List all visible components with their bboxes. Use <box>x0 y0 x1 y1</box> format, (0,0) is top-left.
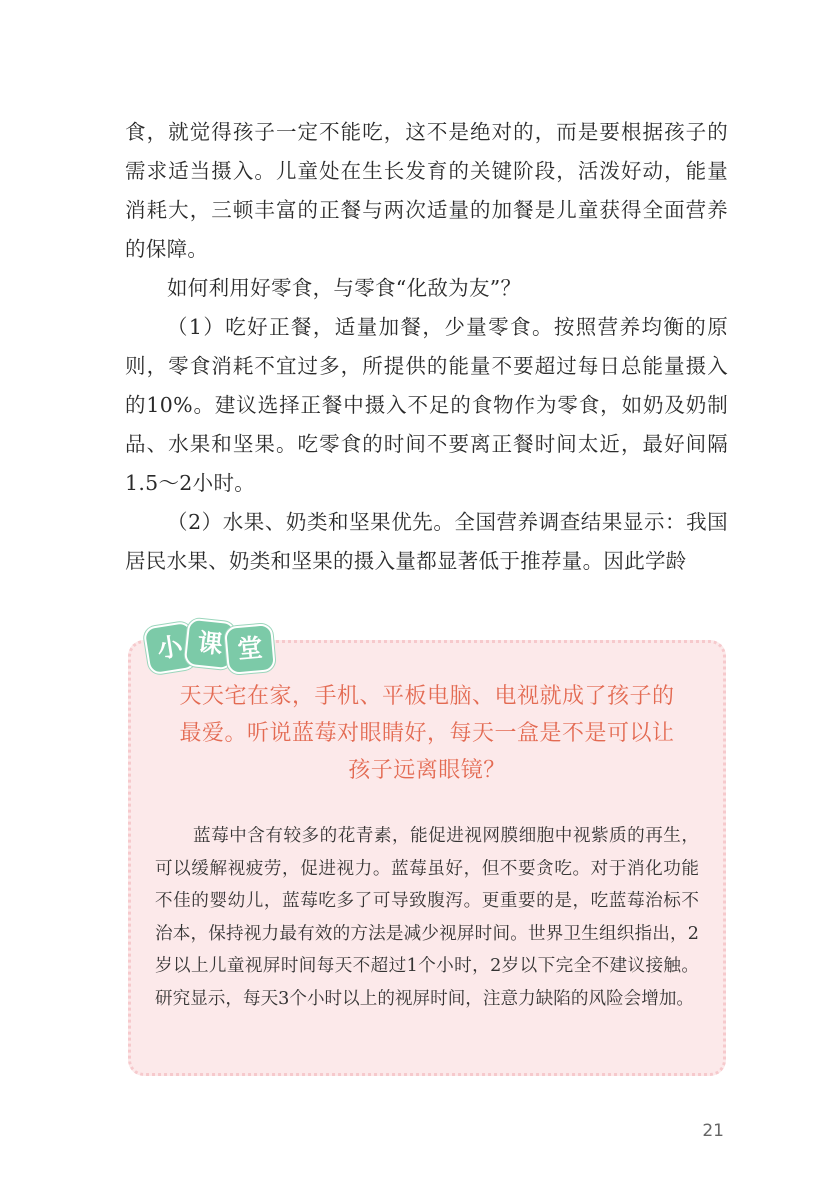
main-text <box>125 113 728 581</box>
badge-char: 课 <box>184 618 237 671</box>
paragraph: 食，就觉得孩子一定不能吃，这不是绝对的，而是要根据孩子的需求适当摄入。儿童处在生长发育的关键阶段，活泼好动，能量消耗大，三顿丰富的正餐与两次适量的加餐是儿童获得全面营养的保障。 <box>125 120 728 261</box>
question-line: 天天宅在家，手机、平板电脑、电视就成了孩子的 <box>179 684 675 709</box>
badge-char: 堂 <box>224 623 276 675</box>
question <box>128 678 726 789</box>
answer: 蓝莓中含有较多的花青素，能促进视网膜细胞中视紫质的再生，可以缓解视疲劳，促进视力。蓝莓虽好，但不要贪吃。对于消化功能不佳的婴幼儿，蓝莓吃多了可导致腹泻。更重要的是，吃蓝莓治标不治本，保持视力最有效的方法是减少视屏时间。世界卫生组织指出，2岁以上儿童视屏时间每天不超过1个小时，2岁以下完全不建议接触。研究显示，每天3个小时以上的视屏时间，注意力缺陷的风险会增加。 <box>155 826 699 1009</box>
badge-char: 小 <box>143 621 198 676</box>
paragraph: （1）吃好正餐，适量加餐，少量零食。按照营养均衡的原则，零食消耗不宜过多，所提供的能量不要超过每日总能量摄入的10%。建议选择正餐中摄入不足的食物作为零食，如奶及奶制品、水果和坚果。吃零食的时间不要离正餐时间太近，最好间隔1.5～2小时。 <box>125 315 728 495</box>
mini-lesson-box <box>128 627 726 1076</box>
question-line: 孩子远离眼镜？ <box>348 758 506 783</box>
paragraph: 如何利用好零食，与零食“化敌为友”？ <box>167 276 522 300</box>
question-line: 最爱。听说蓝莓对眼睛好，每天一盒是不是可以让 <box>179 721 675 746</box>
paragraph: （2）水果、奶类和坚果优先。全国营养调查结果显示：我国居民水果、奶类和坚果的摄入量都显著低于推荐量。因此学龄 <box>125 510 728 573</box>
mini-lesson-badge <box>146 620 306 672</box>
page-number: 21 <box>702 1121 724 1141</box>
